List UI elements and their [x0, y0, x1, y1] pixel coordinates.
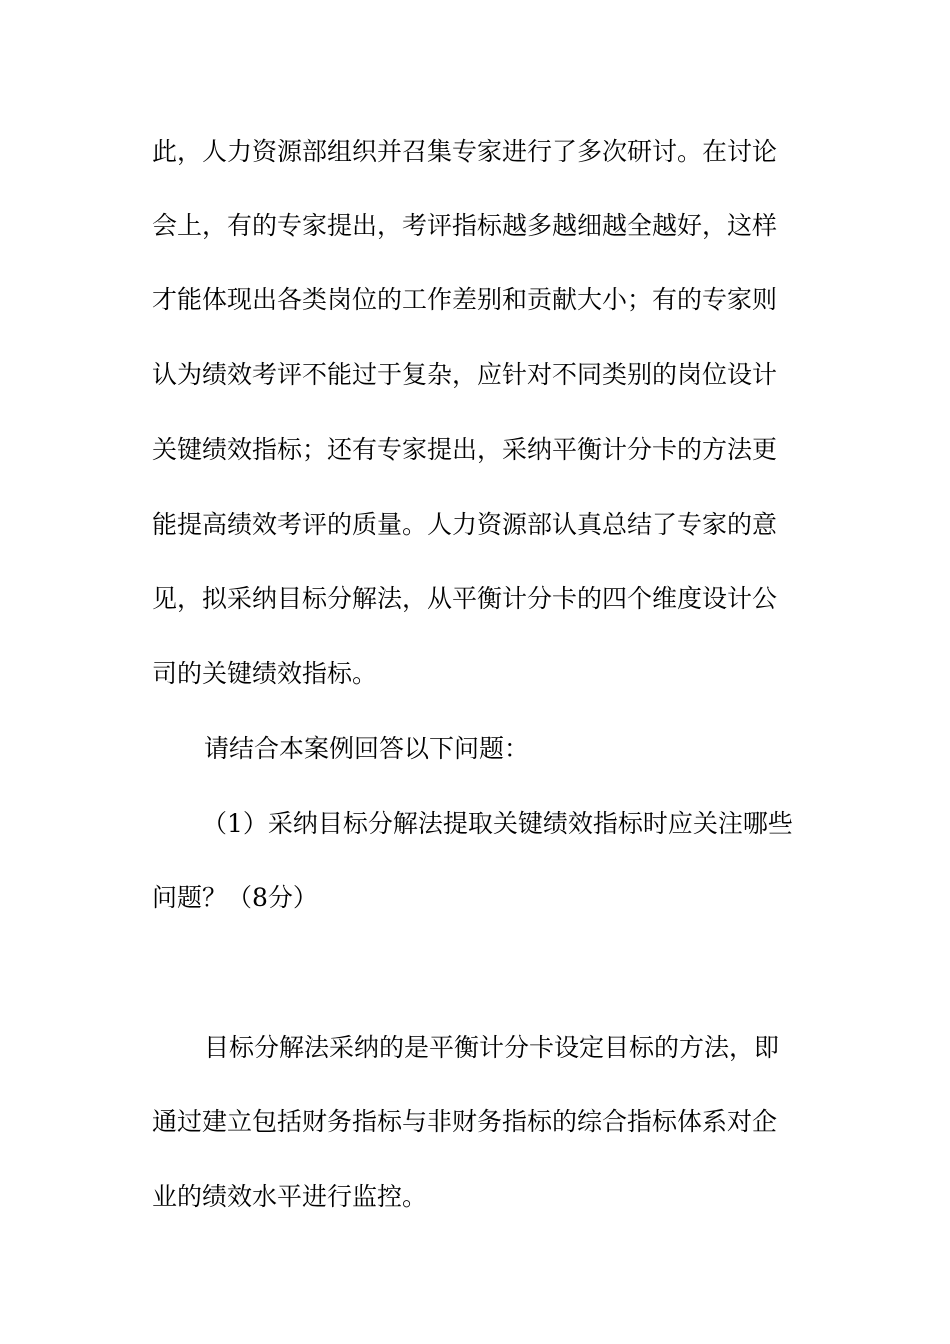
- paragraph-line: 司的关键绩效指标。: [152, 659, 378, 688]
- paragraph-line: 会上，有的专家提出，考评指标越多越细越全越好，这样: [152, 211, 778, 240]
- answer-line: 业的绩效水平进行监控。: [152, 1182, 428, 1211]
- paragraph-line: 关键绩效指标；还有专家提出，采纳平衡计分卡的方法更: [152, 435, 778, 464]
- question-prompt: 请结合本案例回答以下问题：: [204, 734, 530, 763]
- answer-line: 目标分解法采纳的是平衡计分卡设定目标的方法，即: [204, 1033, 780, 1062]
- question-line: （1）采纳目标分解法提取关键绩效指标时应关注哪些: [202, 809, 793, 838]
- paragraph-line: 才能体现出各类岗位的工作差别和贡献大小；有的专家则: [152, 285, 778, 314]
- paragraph-line: 能提高绩效考评的质量。人力资源部认真总结了专家的意: [152, 510, 778, 539]
- question-line: 问题？（8分）: [152, 883, 318, 912]
- paragraph-line: 认为绩效考评不能过于复杂，应针对不同类别的岗位设计: [152, 360, 778, 389]
- answer-line: 通过建立包括财务指标与非财务指标的综合指标体系对企: [152, 1107, 778, 1136]
- paragraph-line: 见，拟采纳目标分解法，从平衡计分卡的四个维度设计公: [152, 584, 778, 613]
- paragraph-line: 此，人力资源部组织并召集专家进行了多次研讨。在讨论: [152, 137, 778, 166]
